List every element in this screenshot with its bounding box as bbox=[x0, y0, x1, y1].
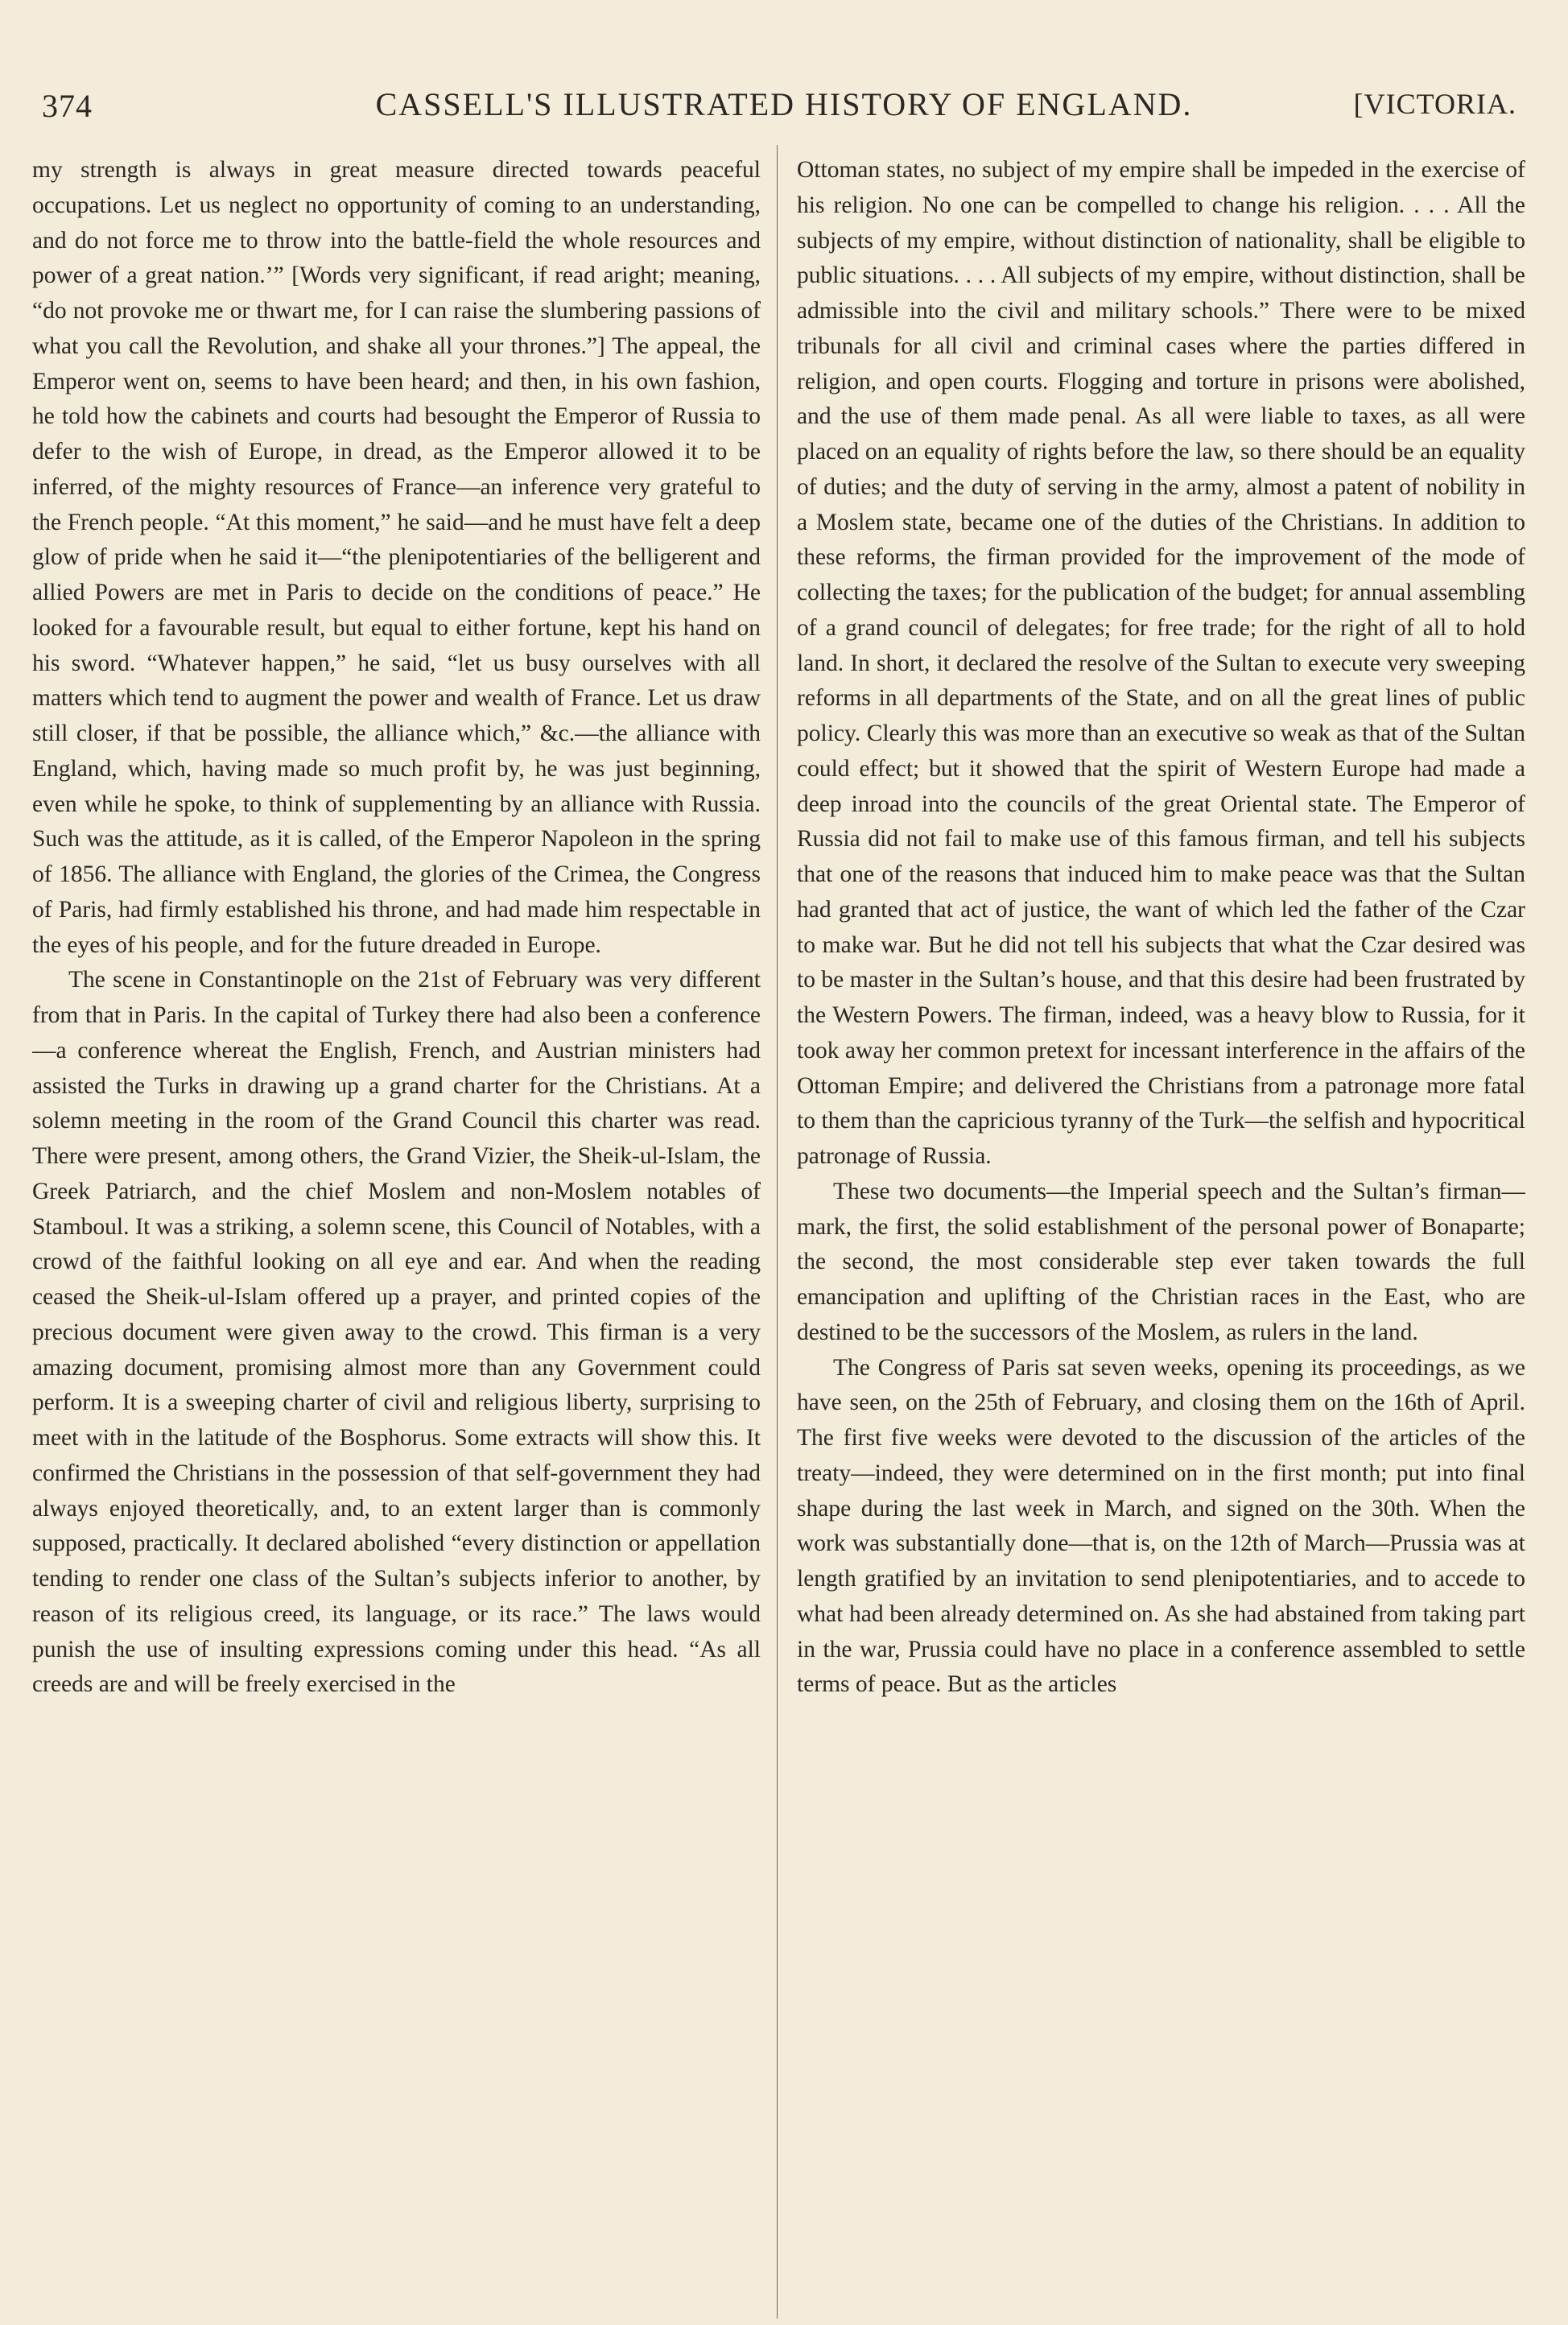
right-column bbox=[797, 153, 1525, 2311]
paragraph: The scene in Constantinople on the 21st of February was very different from that in Paris. In the capital of Turkey there had also been a conference—a conference whereat the English, French, and Austrian ministers had assisted the Turks in drawing up a grand charter for the Christians. At a solemn meeting in the room of the Grand Council this charter was read. There were present, among others, the Grand Vizier, the Sheik-ul-Islam, the Greek Patriarch, and the chief Moslem and non-Moslem notables of Stamboul. It was a striking, a solemn scene, this Council of Notables, with a crowd of the faithful looking on all eye and ear. And when the reading ceased the Sheik-ul-Islam offered up a prayer, and printed copies of the precious document were given away to the crowd. This firman is a very amazing document, promising almost more than any Government could perform. It is a sweeping charter of civil and religious liberty, surprising to meet with in the latitude of the Bosphorus. Some extracts will show this. It confirmed the Christians in the possession of that self-government they had always enjoyed theoretically, and, to an extent larger than is commonly supposed, practically. It declared abolished “every distinction or appellation tending to render one class of the Sultan’s subjects inferior to another, by reason of its religious creed, its language, or its race.” The laws would punish the use of insulting expressions coming under this head. “As all creeds are and will be freely exercised in the bbox=[32, 967, 761, 1698]
book-page bbox=[32, 0, 1536, 2325]
running-title: CASSELL'S ILLUSTRATED HISTORY OF ENGLAND. bbox=[375, 86, 1193, 122]
section-label: [VICTORIA. bbox=[1353, 88, 1516, 120]
page-number: 374 bbox=[42, 88, 93, 124]
paragraph: Ottoman states, no subject of my empire shall be impeded in the exercise of his religion. No one can be compelled to change his religion. . . . All the subjects of my empire, without distinction of nationality, shall be eligible to public situations. . . . All subjects of my empire, without distinction, shall be admissible into the civil and military schools.” There were to be mixed tribunals for all civil and criminal cases where the parties differed in religion, and open courts. Flogging and torture in prisons were abolished, and the use of them made penal. As all were liable to taxes, as all were placed on an equality of rights before the law, so there should be an equality of duties; and the duty of serving in the army, almost a patent of nobility in a Moslem state, became one of the duties of the Christians. In addition to these reforms, the firman provided for the improvement of the mode of collecting the taxes; for the publication of the budget; for annual assembling of a grand council of delegates; for free trade; for the right of all to hold land. In short, it declared the resolve of the Sultan to execute very sweeping reforms in all departments of the State, and on all the great lines of public policy. Clearly this was more than an executive so weak as that of the Sultan could effect; but it showed that the spirit of Western Europe had made a deep inroad into the councils of the great Oriental state. The Emperor of Russia did not fail to make use of this famous firman, and tell his subjects that one of the reasons that induced him to make peace was that the Sultan had granted that act of justice, the want of which led the father of the Czar to make war. But he did not tell his subjects that what the Czar desired was to be master in the Sultan’s house, and that this desire had been frustrated by the Western Powers. The firman, indeed, was a heavy blow to Russia, for it took away her common pretext for incessant interference in the affairs of the Ottoman Empire; and delivered the Christians from a patronage more fatal to them than the capricious tyranny of the Turk—the selfish and hypocritical patronage of Russia. bbox=[797, 157, 1525, 1169]
running-head bbox=[32, 81, 1536, 129]
column-rule bbox=[777, 145, 778, 2319]
left-column bbox=[32, 153, 761, 2311]
paragraph: These two documents—the Imperial speech and the Sultan’s firman—mark, the first, the solid establishment of the personal power of Bonaparte; the second, the most considerable step ever taken towards the full emancipation and uplifting of the Christian races in the East, who are destined to be the successors of the Moslem, as rulers in the land. bbox=[797, 1178, 1525, 1345]
paragraph: The Congress of Paris sat seven weeks, opening its proceedings, as we have seen, on the 25th of February, and closing them on the 16th of April. The first five weeks were devoted to the discussion of the articles of the treaty—indeed, they were determined on in the first month; put into final shape during the last week in March, and signed on the 30th. When the work was substantially done—that is, on the 12th of March—Prussia was at length gratified by an invitation to send plenipotentiaries, and to accede to what had been already determined on. As she had abstained from taking part in the war, Prussia could have no place in a conference assembled to settle terms of peace. But as the articles bbox=[797, 1354, 1525, 1698]
paragraph: my strength is always in great measure directed towards peaceful occupations. Let us neglect no opportunity of coming to an understanding, and do not force me to throw into the battle-field the whole resources and power of a great nation.’” [Words very significant, if read aright; meaning, “do not provoke me or thwart me, for I can raise the slumbering passions of what you call the Revolution, and shake all your thrones.”] The appeal, the Emperor went on, seems to have been heard; and then, in his own fashion, he told how the cabinets and courts had besought the Emperor of Russia to defer to the wish of Europe, in dread, as the Emperor allowed it to be inferred, of the mighty resources of France—an inference very grateful to the French people. “At this moment,” he said—and he must have felt a deep glow of pride when he said it—“the plenipotentiaries of the belligerent and allied Powers are met in Paris to decide on the conditions of peace.” He looked for a favourable result, but equal to either fortune, kept his hand on his sword. “Whatever happen,” he said, “let us busy ourselves with all matters which tend to augment the power and wealth of France. Let us draw still closer, if that be possible, the alliance which,” &c.—the alliance with England, which, having made so much profit by, he was just beginning, even while he spoke, to think of supplementing by an alliance with Russia. Such was the attitude, as it is called, of the Emperor Napoleon in the spring of 1856. The alliance with England, the glories of the Crimea, the Congress of Paris, had firmly established his throne, and had made him respectable in the eyes of his people, and for the future dreaded in Europe. bbox=[32, 157, 761, 958]
